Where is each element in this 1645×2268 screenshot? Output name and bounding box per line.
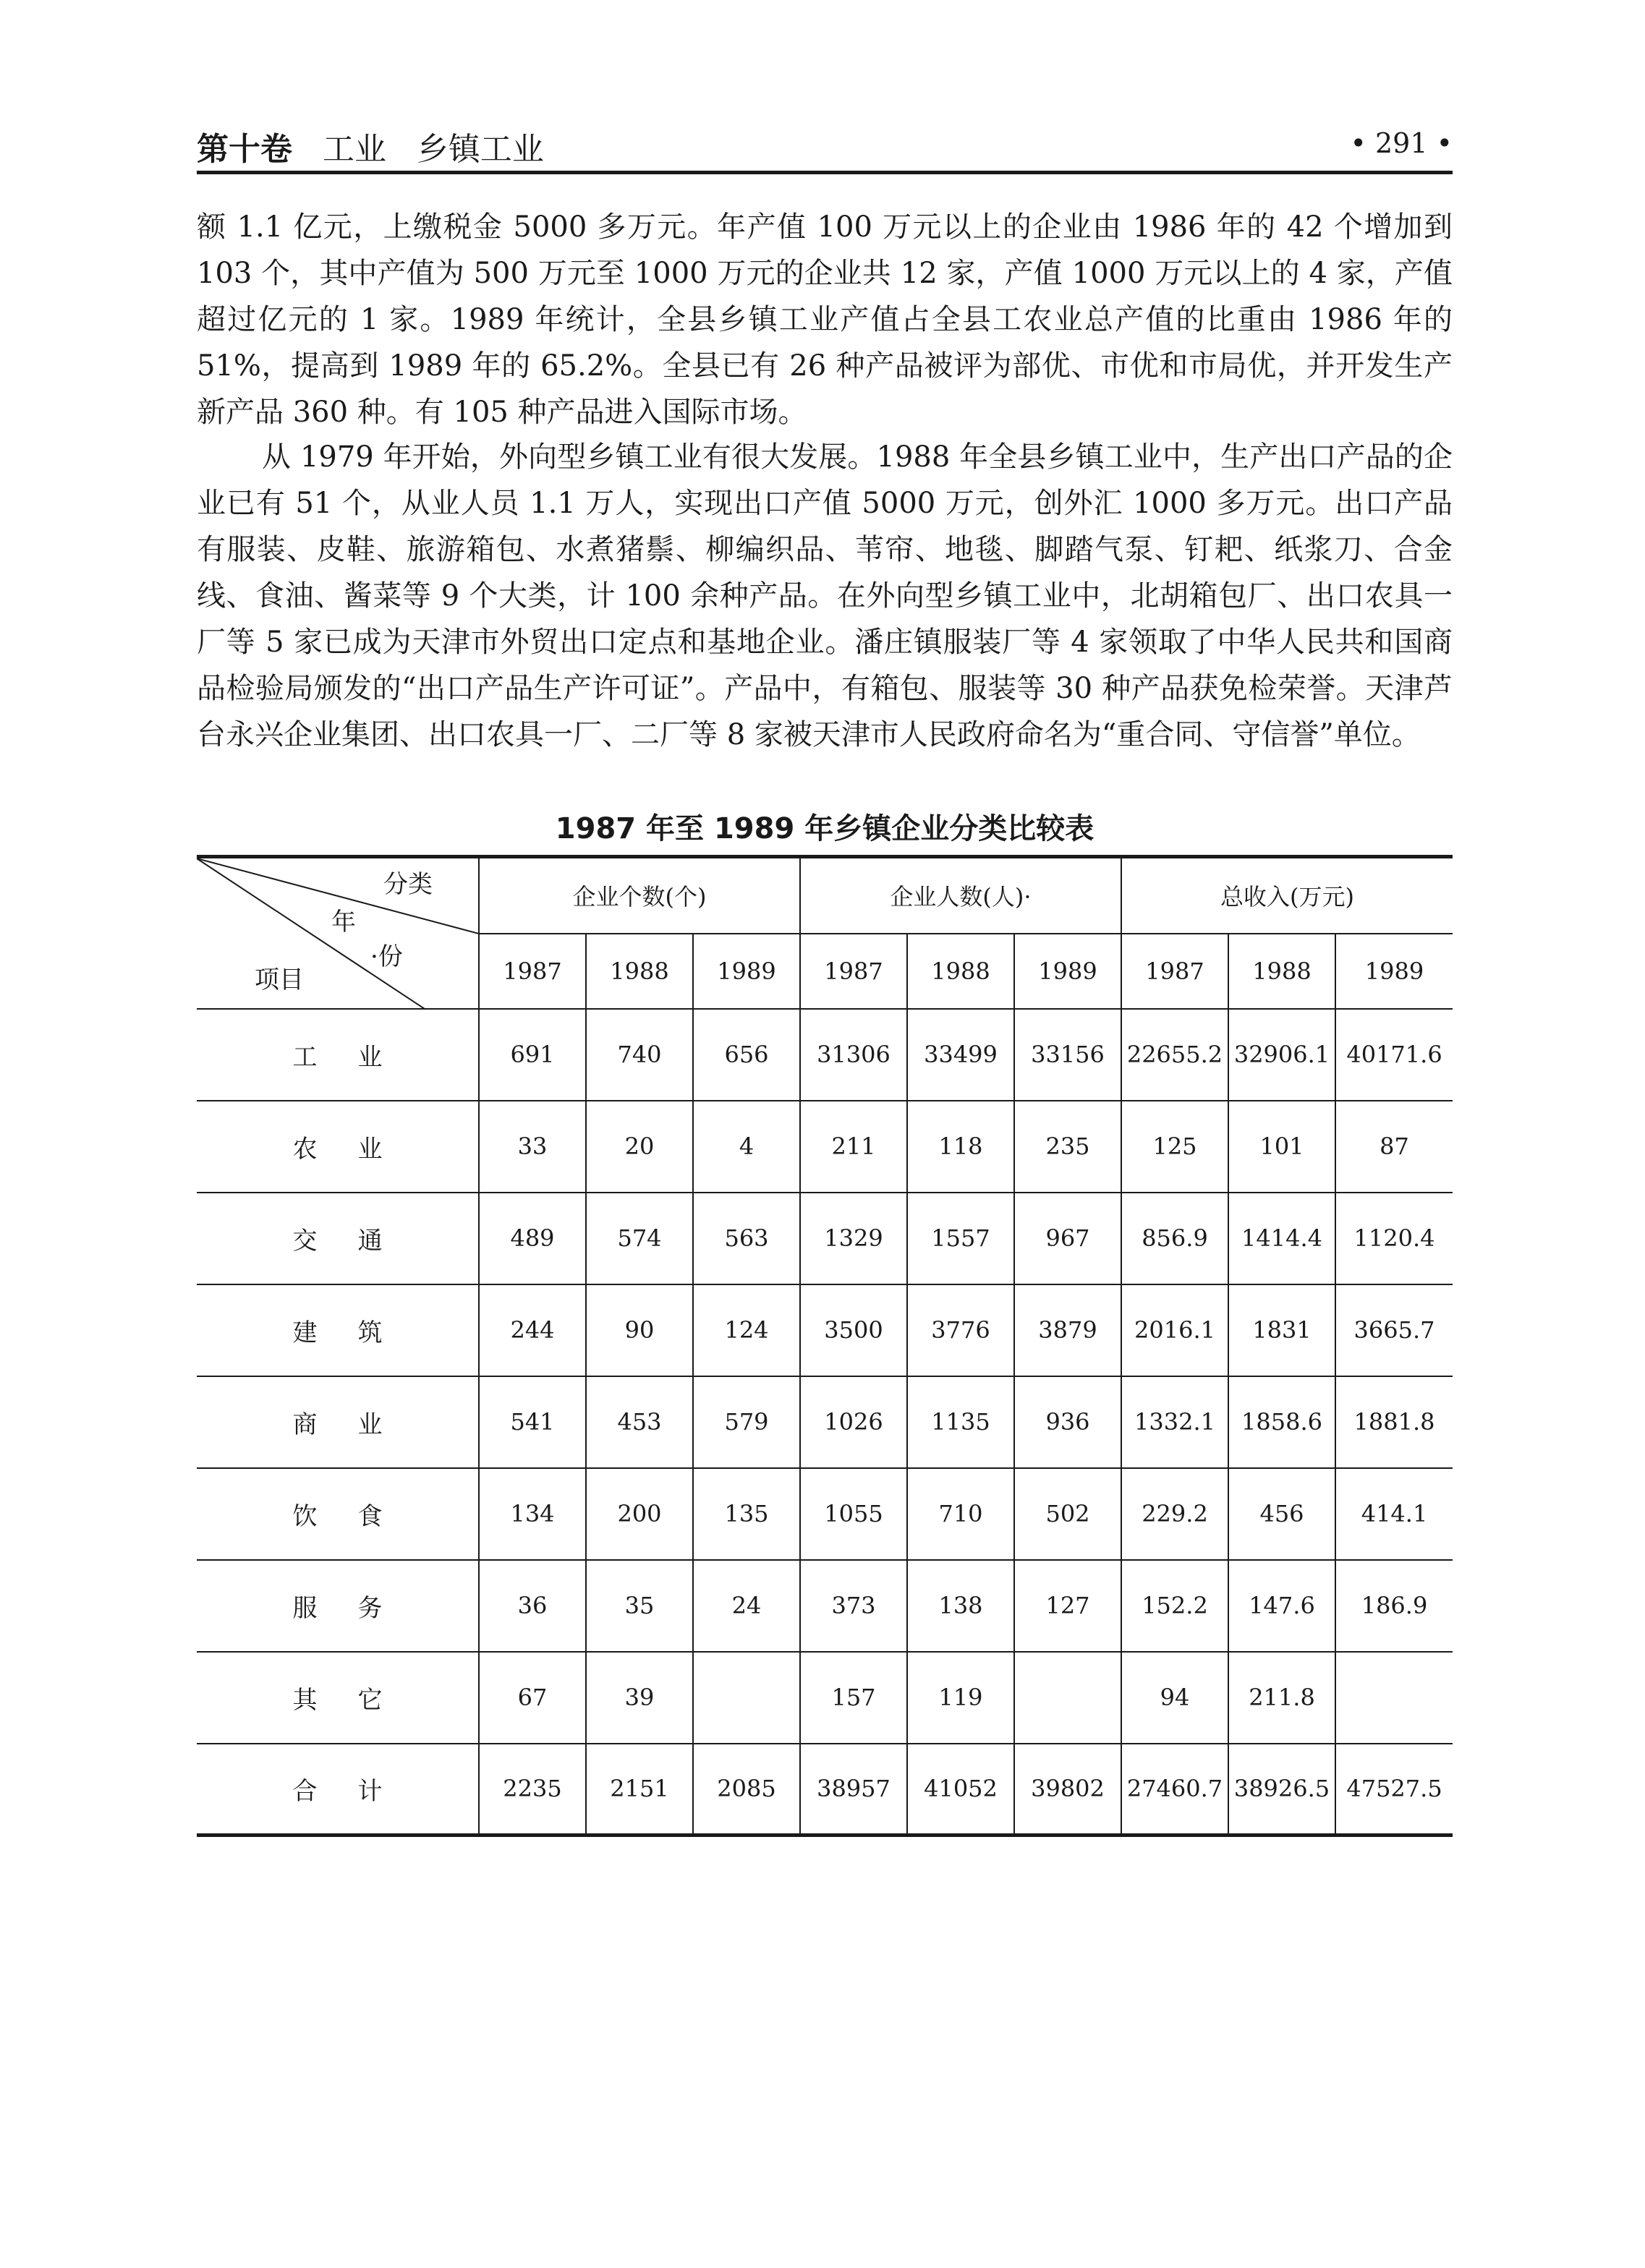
table-cell: 40171.6 (1335, 1009, 1453, 1101)
table-cell: 1135 (907, 1376, 1014, 1468)
table-row (197, 1652, 1453, 1744)
header-row-groups (197, 857, 1453, 934)
table-cell: 235 (1014, 1101, 1121, 1193)
table-cell: 2016.1 (1121, 1284, 1228, 1376)
table-cell: 489 (479, 1193, 586, 1284)
table-row (197, 1468, 1453, 1560)
year-header: 1987 (479, 934, 586, 1009)
table-cell: 740 (586, 1009, 693, 1101)
year-header: 1989 (693, 934, 800, 1009)
table-cell: 35 (586, 1560, 693, 1652)
table-cell: 138 (907, 1560, 1014, 1652)
table-cell: 36 (479, 1560, 586, 1652)
table-cell: 134 (479, 1468, 586, 1560)
table-cell: 135 (693, 1468, 800, 1560)
table-cell (1014, 1652, 1121, 1744)
table-row (197, 1101, 1453, 1193)
page-number: • 291 • (1350, 127, 1453, 159)
group-header-total-income: 总收入(万元) (1121, 857, 1453, 934)
row-label: 建筑 (197, 1284, 479, 1376)
table-cell: 157 (800, 1652, 907, 1744)
table-cell: 4 (693, 1101, 800, 1193)
corner-year-label: 年 (331, 908, 356, 937)
table-cell: 967 (1014, 1193, 1121, 1284)
enterprise-comparison-table (197, 855, 1453, 1837)
row-label: 工业 (197, 1009, 479, 1101)
table-cell: 656 (693, 1009, 800, 1101)
table-cell: 94 (1121, 1652, 1228, 1744)
table-cell (693, 1652, 800, 1744)
corner-item-label: 项目 (255, 965, 304, 994)
subsection-label: 乡镇工业 (416, 131, 544, 168)
year-header: 1989 (1014, 934, 1121, 1009)
table-cell: 147.6 (1228, 1560, 1335, 1652)
table-cell: 186.9 (1335, 1560, 1453, 1652)
table-cell: 574 (586, 1193, 693, 1284)
table-cell: 1055 (800, 1468, 907, 1560)
table-cell: 229.2 (1121, 1468, 1228, 1560)
table-cell: 33156 (1014, 1009, 1121, 1101)
table-cell: 41052 (907, 1744, 1014, 1836)
row-label: 农业 (197, 1101, 479, 1193)
table-cell: 33 (479, 1101, 586, 1193)
table-cell: 1858.6 (1228, 1376, 1335, 1468)
table-cell: 125 (1121, 1101, 1228, 1193)
table-cell: 211 (800, 1101, 907, 1193)
year-header: 1987 (1121, 934, 1228, 1009)
table-cell: 33499 (907, 1009, 1014, 1101)
year-header: 1988 (907, 934, 1014, 1009)
table-cell: 414.1 (1335, 1468, 1453, 1560)
table-cell: 39 (586, 1652, 693, 1744)
table-cell: 27460.7 (1121, 1744, 1228, 1836)
table-cell: 124 (693, 1284, 800, 1376)
table-cell: 38957 (800, 1744, 907, 1836)
table-cell: 3879 (1014, 1284, 1121, 1376)
table-cell: 541 (479, 1376, 586, 1468)
table-cell: 1120.4 (1335, 1193, 1453, 1284)
volume-label: 第十卷 (197, 131, 292, 168)
table-cell: 691 (479, 1009, 586, 1101)
page-header (197, 120, 1453, 174)
table-cell: 1329 (800, 1193, 907, 1284)
table-cell: 211.8 (1228, 1652, 1335, 1744)
table-cell: 936 (1014, 1376, 1121, 1468)
table-row (197, 1009, 1453, 1101)
table-cell: 579 (693, 1376, 800, 1468)
table-cell: 101 (1228, 1101, 1335, 1193)
table-cell: 3776 (907, 1284, 1014, 1376)
table-cell: 200 (586, 1468, 693, 1560)
row-label: 交通 (197, 1193, 479, 1284)
table-cell: 47527.5 (1335, 1744, 1453, 1836)
table-cell (1335, 1652, 1453, 1744)
section-label: 工业 (322, 131, 386, 168)
table-cell: 31306 (800, 1009, 907, 1101)
year-header: 1988 (586, 934, 693, 1009)
row-label: 服务 (197, 1560, 479, 1652)
table-row (197, 1376, 1453, 1468)
table-cell: 373 (800, 1560, 907, 1652)
running-title (197, 123, 544, 169)
table-cell: 3500 (800, 1284, 907, 1376)
paragraph-1: 额 1.1 亿元，上缴税金 5000 多万元。年产值 100 万元以上的企业由 1986 年的 42 个增加到 103 个，其中产值为 500 万元至 1000 万元的企业共 12 家，产值 1000 万元以上的 4 家，产值超过亿元的 1 家。1989 年统计，全县乡镇工业产值占全县工农业总产值的比重由 1986 年的 51%，提高到 1989 年的 65.2%。全县已有 26 种产品被评为部优、市优和市局优，并开发生产新产品 360 种。有 105 种产品进入国际市场。 (197, 210, 1453, 429)
table-cell: 87 (1335, 1101, 1453, 1193)
table-cell: 453 (586, 1376, 693, 1468)
table-cell: 563 (693, 1193, 800, 1284)
table-row (197, 1284, 1453, 1376)
table-cell: 2235 (479, 1744, 586, 1836)
table-cell: 2085 (693, 1744, 800, 1836)
table-cell: 502 (1014, 1468, 1121, 1560)
table-cell: 1557 (907, 1193, 1014, 1284)
table-cell: 710 (907, 1468, 1014, 1560)
row-label: 商业 (197, 1376, 479, 1468)
table-cell: 90 (586, 1284, 693, 1376)
table-cell: 3665.7 (1335, 1284, 1453, 1376)
group-header-employee-count: 企业人数(人)· (800, 857, 1121, 934)
row-label: 饮食 (197, 1468, 479, 1560)
table-cell: 1332.1 (1121, 1376, 1228, 1468)
corner-year-label-2: ·份 (370, 942, 403, 971)
table-row (197, 1560, 1453, 1652)
table-cell: 24 (693, 1560, 800, 1652)
corner-category-label: 分类 (383, 870, 433, 899)
table-row-total (197, 1744, 1453, 1836)
table-cell: 456 (1228, 1468, 1335, 1560)
year-header: 1989 (1335, 934, 1453, 1009)
row-label: 合计 (197, 1744, 479, 1836)
table-cell: 244 (479, 1284, 586, 1376)
table-cell: 39802 (1014, 1744, 1121, 1836)
table-cell: 127 (1014, 1560, 1121, 1652)
table-cell: 32906.1 (1228, 1009, 1335, 1101)
table-cell: 20 (586, 1101, 693, 1193)
table-cell: 38926.5 (1228, 1744, 1335, 1836)
group-header-enterprise-count: 企业个数(个) (479, 857, 800, 934)
table-cell: 67 (479, 1652, 586, 1744)
table-cell: 856.9 (1121, 1193, 1228, 1284)
year-header: 1987 (800, 934, 907, 1009)
table-title: 1987 年至 1989 年乡镇企业分类比较表 (555, 812, 1094, 845)
table-cell: 2151 (586, 1744, 693, 1836)
corner-cell (197, 857, 479, 1009)
table-row (197, 1193, 1453, 1284)
table-cell: 1831 (1228, 1284, 1335, 1376)
paragraph-2: 从 1979 年开始，外向型乡镇工业有很大发展。1988 年全县乡镇工业中，生产出口产品的企业已有 51 个，从业人员 1.1 万人，实现出口产值 5000 万元，创外汇 1000 多万元。出口产品有服装、皮鞋、旅游箱包、水煮猪鬃、柳编织品、苇帘、地毯、脚踏气泵、钉耙、纸浆刀、合金线、食油、酱菜等 9 个大类，计 100 余种产品。在外向型乡镇工业中，北胡箱包厂、出口农具一厂等 5 家已成为天津市外贸出口定点和基地企业。潘庄镇服装厂等 4 家领取了中华人民共和国商品检验局颁发的“出口产品生产许可证”。产品中，有箱包、服装等 30 种产品获免检荣誉。天津芦台永兴企业集团、出口农具一厂、二厂等 8 家被天津市人民政府命名为“重合同、守信誉”单位。 (197, 440, 1453, 751)
table-cell: 1881.8 (1335, 1376, 1453, 1468)
year-header: 1988 (1228, 934, 1335, 1009)
table-cell: 118 (907, 1101, 1014, 1193)
table-cell: 22655.2 (1121, 1009, 1228, 1101)
table-cell: 152.2 (1121, 1560, 1228, 1652)
table-cell: 1026 (800, 1376, 907, 1468)
table-cell: 119 (907, 1652, 1014, 1744)
table-cell: 1414.4 (1228, 1193, 1335, 1284)
row-label: 其它 (197, 1652, 479, 1744)
